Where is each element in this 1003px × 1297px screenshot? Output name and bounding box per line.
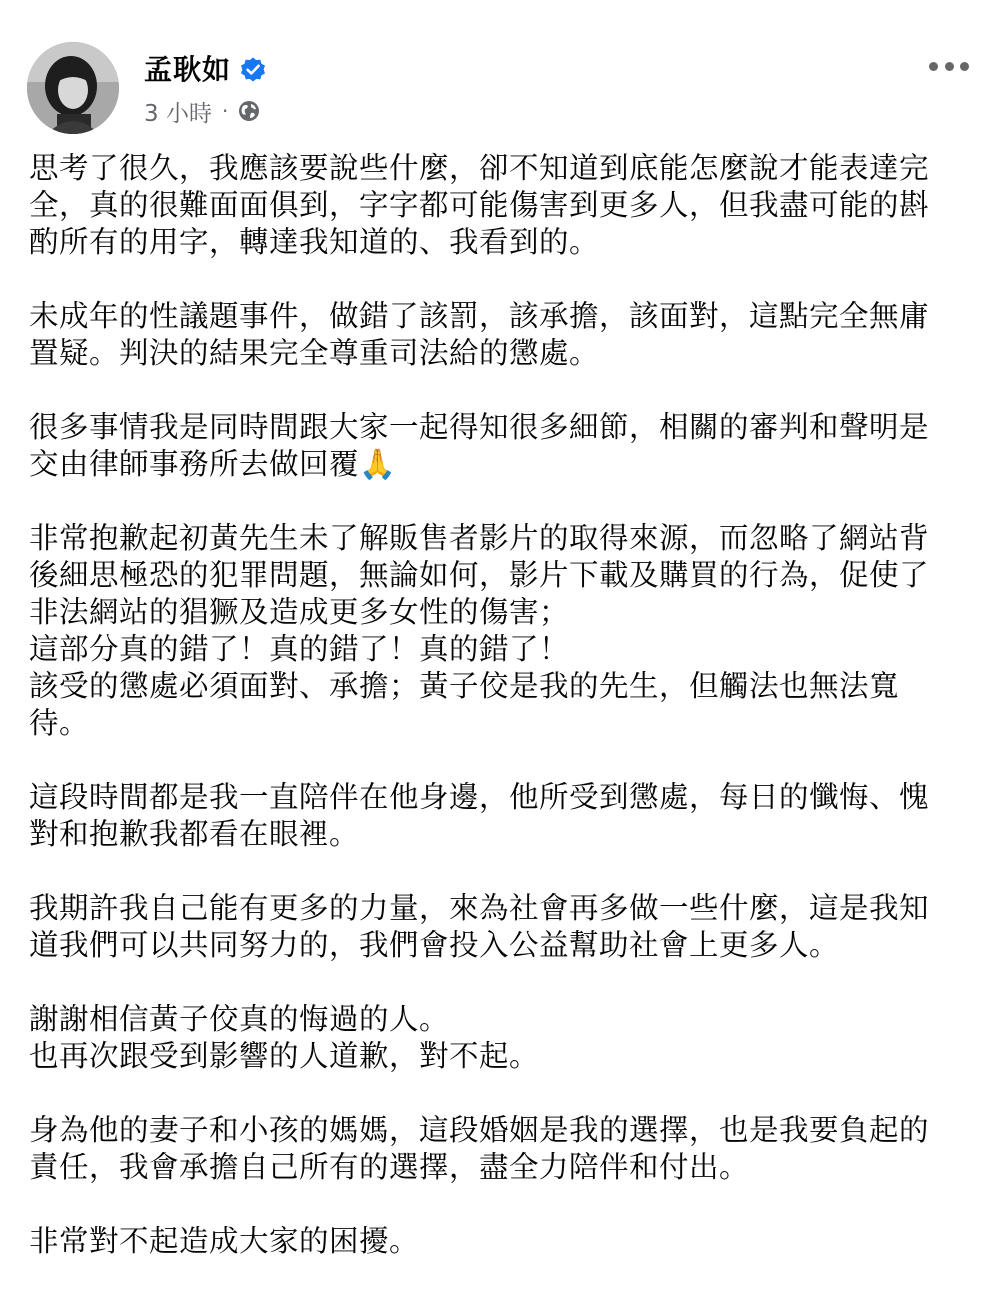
post-text-line: 非常抱歉起初黃先生未了解販售者影片的取得來源，而忽略了網站背: [29, 521, 930, 555]
author-name[interactable]: 孟耿如: [144, 53, 232, 86]
post-text-line: 身為他的妻子和小孩的媽媽，這段婚姻是我的選擇，也是我要負起的: [29, 1113, 930, 1147]
post-meta: [144, 96, 260, 126]
more-options-icon[interactable]: [929, 56, 969, 76]
post-text-line: 非常對不起造成大家的困擾。: [29, 1224, 420, 1258]
avatar-portrait-icon: [27, 42, 119, 134]
post-text-line: 對和抱歉我都看在眼裡。: [29, 817, 360, 851]
post-text-line: 後細思極恐的犯罪問題，無論如何，影片下載及購買的行為，促使了: [29, 558, 930, 592]
post-text-line: 也再次跟受到影響的人道歉，對不起。: [29, 1039, 540, 1073]
post-text-line: 置疑。判決的結果完全尊重司法給的懲處。: [29, 336, 600, 370]
post-text-line: 交由律師事務所去做回覆🙏: [29, 447, 397, 481]
post-text-line: 待。: [29, 706, 90, 740]
post-body: [29, 150, 969, 1297]
globe-icon[interactable]: [238, 100, 260, 122]
verified-badge-icon: [239, 56, 267, 84]
post-paragraph: [29, 520, 969, 742]
post-paragraph: [29, 1112, 969, 1186]
post-text-line: 酌所有的用字，轉達我知道的、我看到的。: [29, 225, 600, 259]
post-paragraph: [29, 1001, 969, 1075]
post-text-line: 該受的懲處必須面對、承擔；黃子佼是我的先生，但觸法也無法寬: [29, 669, 900, 703]
post-timestamp[interactable]: 3 小時: [144, 100, 212, 127]
post-paragraph: [29, 890, 969, 964]
post-paragraph: [29, 1223, 969, 1260]
post-paragraph: [29, 150, 969, 261]
post-header: [27, 42, 977, 134]
post-paragraph: [29, 779, 969, 853]
meta-separator: ·: [221, 99, 229, 123]
author-row: [144, 52, 267, 88]
post-text-line: 未成年的性議題事件，做錯了該罰，該承擔，該面對，這點完全無庸: [29, 299, 930, 333]
post-paragraph: [29, 409, 969, 483]
more-dot: [929, 62, 938, 71]
post-text-line: 很多事情我是同時間跟大家一起得知很多細節，相關的審判和聲明是: [29, 410, 930, 444]
post-text-line: 我期許我自己能有更多的力量，來為社會再多做一些什麼，這是我知: [29, 891, 930, 925]
more-dot: [960, 62, 969, 71]
post-text-line: 道我們可以共同努力的，我們會投入公益幫助社會上更多人。: [29, 928, 840, 962]
post-text-line: 謝謝相信黃子佼真的悔過的人。: [29, 1002, 450, 1036]
more-dot: [945, 62, 954, 71]
post-text-line: 非法網站的猖獗及造成更多女性的傷害；: [29, 595, 570, 629]
post-text-line: 全，真的很難面面俱到，字字都可能傷害到更多人，但我盡可能的斟: [29, 188, 930, 222]
post-text-line: 這部分真的錯了！真的錯了！真的錯了！: [29, 632, 570, 666]
post-text-line: 這段時間都是我一直陪伴在他身邊，他所受到懲處，每日的懺悔、愧: [29, 780, 930, 814]
post-paragraph: [29, 298, 969, 372]
post-text-line: 思考了很久，我應該要說些什麼，卻不知道到底能怎麼說才能表達完: [29, 151, 930, 185]
avatar[interactable]: [27, 42, 119, 134]
post-text-line: 責任，我會承擔自己所有的選擇，盡全力陪伴和付出。: [29, 1150, 750, 1184]
